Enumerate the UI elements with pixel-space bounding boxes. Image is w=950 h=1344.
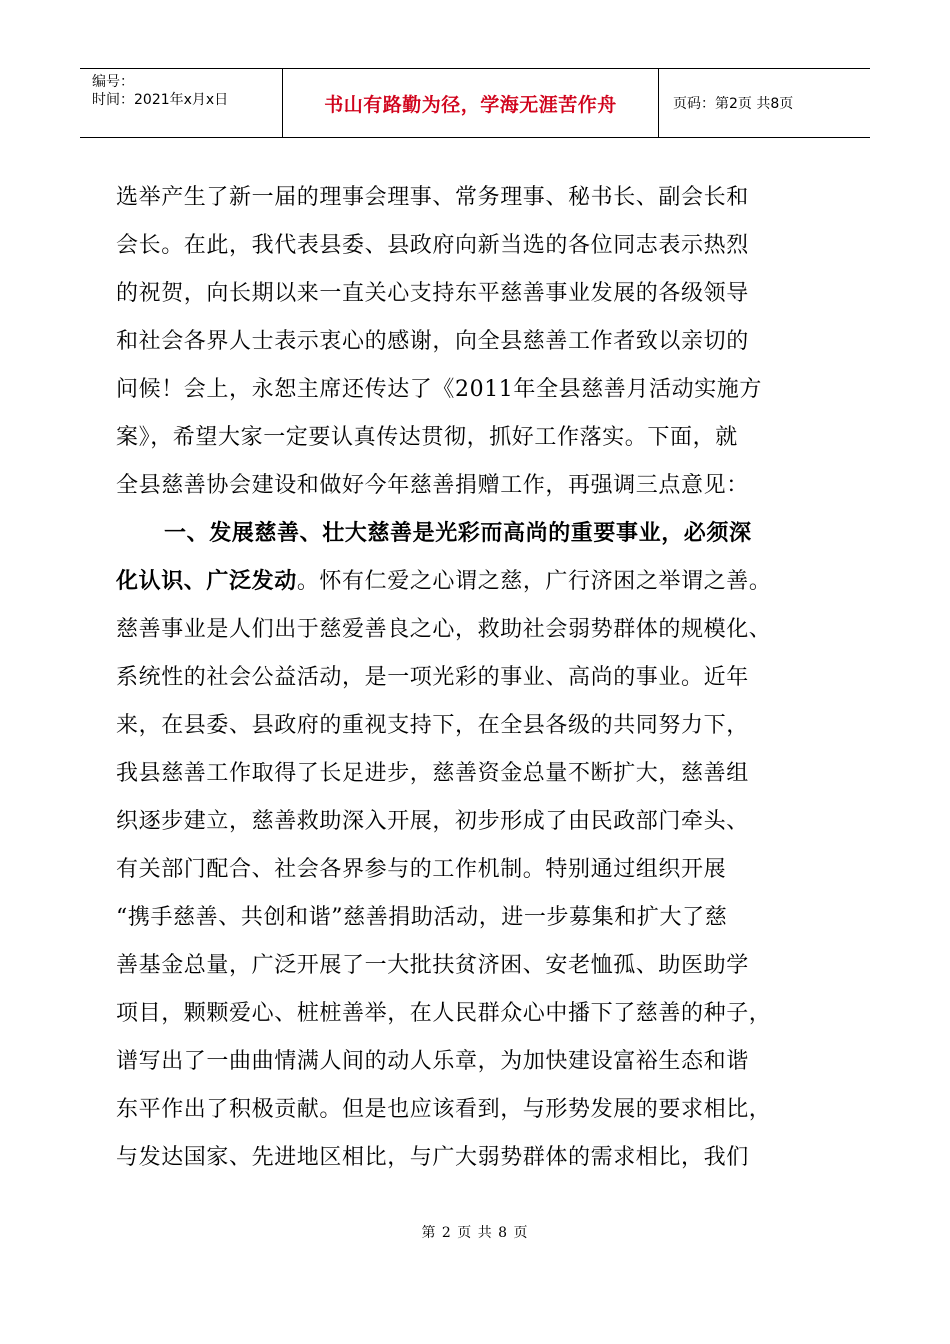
body-line: “携手慈善、共创和谐”慈善捐助活动，进一步募集和扩大了慈 bbox=[116, 905, 728, 930]
document-number-label: 编号： bbox=[92, 74, 134, 90]
section-heading-line bbox=[116, 514, 840, 562]
section-heading-continuation bbox=[116, 562, 840, 610]
body-line: 有关部门配合、社会各界参与的工作机制。特别通过组织开展 bbox=[116, 857, 727, 882]
body-line: 谱写出了一曲曲情满人间的动人乐章，为加快建设富裕生态和谐 bbox=[116, 1049, 749, 1074]
body-line: 织逐步建立，慈善救助深入开展，初步形成了由民政部门牵头、 bbox=[116, 809, 749, 834]
section-heading: 一、发展慈善、壮大慈善是光彩而高尚的重要事业，必须深 bbox=[164, 521, 752, 546]
document-body bbox=[116, 178, 840, 1186]
body-line: 和社会各界人士表示衷心的感谢，向全县慈善工作者致以亲切的 bbox=[116, 329, 749, 354]
section-heading-end: 化认识、广泛发动 bbox=[116, 569, 297, 594]
body-line-text: 。怀有仁爱之心谓之慈，广行济困之举谓之善。 bbox=[296, 569, 772, 594]
body-line: 与发达国家、先进地区相比，与广大弱势群体的需求相比，我们 bbox=[116, 1145, 749, 1170]
header-page-label: 页码：第2页 共8页 bbox=[673, 96, 794, 112]
header-motto: 书山有路勤为径，学海无涯苦作舟 bbox=[283, 69, 659, 137]
body-line: 来，在县委、县政府的重视支持下，在全县各级的共同努力下， bbox=[116, 713, 749, 738]
header-meta-cell bbox=[80, 69, 283, 137]
header-table bbox=[80, 68, 870, 138]
body-line: 项目，颗颗爱心、桩桩善举，在人民群众心中播下了慈善的种子， bbox=[116, 1001, 772, 1026]
body-line: 系统性的社会公益活动，是一项光彩的事业、高尚的事业。近年 bbox=[116, 665, 749, 690]
body-line: 案》，希望大家一定要认真传达贯彻，抓好工作落实。下面，就 bbox=[116, 425, 738, 450]
body-line: 选举产生了新一届的理事会理事、常务理事、秘书长、副会长和 bbox=[116, 185, 749, 210]
page-footer: 第 2 页 共 8 页 bbox=[421, 1225, 529, 1241]
body-line: 东平作出了积极贡献。但是也应该看到，与形势发展的要求相比， bbox=[116, 1097, 772, 1122]
body-line: 全县慈善协会建设和做好今年慈善捐赠工作，再强调三点意见： bbox=[116, 473, 749, 498]
body-line: 的祝贺，向长期以来一直关心支持东平慈善事业发展的各级领导 bbox=[116, 281, 749, 306]
body-line: 善基金总量，广泛开展了一大批扶贫济困、安老恤孤、助医助学 bbox=[116, 953, 749, 978]
body-line: 会长。在此，我代表县委、县政府向新当选的各位同志表示热烈 bbox=[116, 233, 749, 258]
body-line: 慈善事业是人们出于慈爱善良之心，救助社会弱势群体的规模化、 bbox=[116, 617, 772, 642]
body-line: 问候！会上，永恕主席还传达了《2011年全县慈善月活动实施方 bbox=[116, 377, 762, 402]
body-line: 我县慈善工作取得了长足进步，慈善资金总量不断扩大，慈善组 bbox=[116, 761, 749, 786]
document-date-label: 时间：2021年x月x日 bbox=[92, 92, 229, 108]
